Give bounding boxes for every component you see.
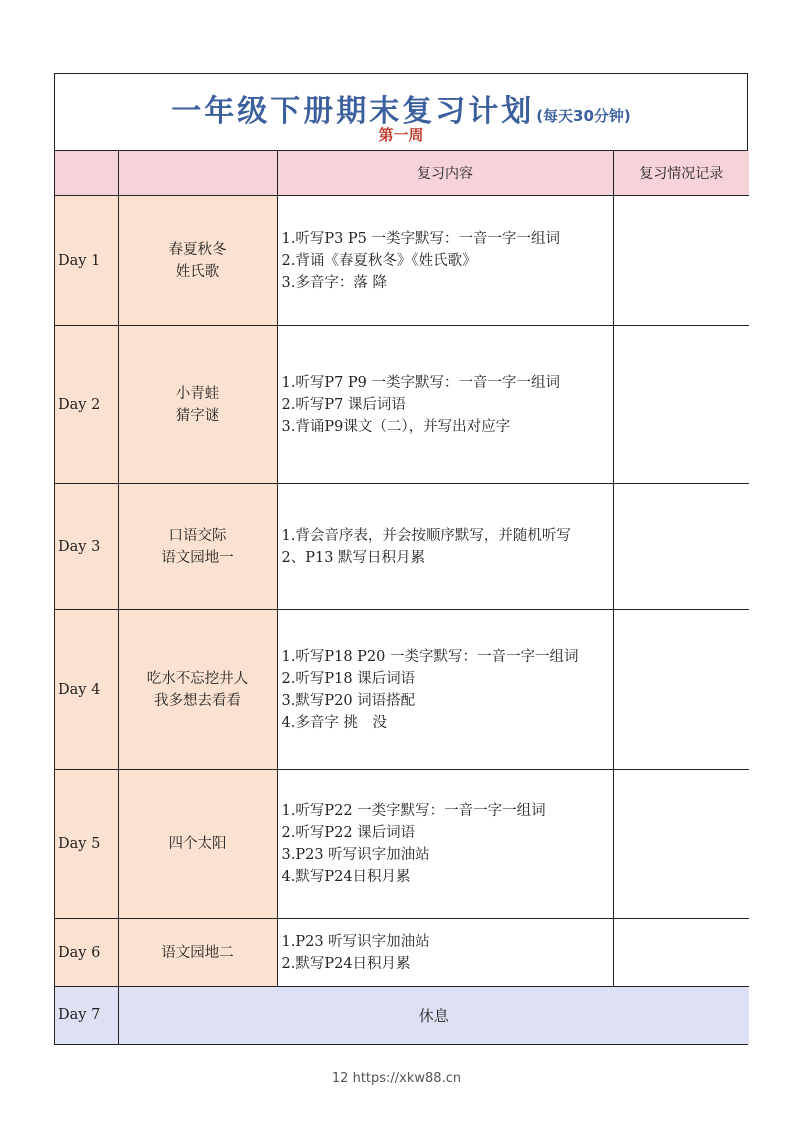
task-line: 4.默写P24日积月累 [281,869,411,885]
table-row [55,196,749,326]
content-cell [277,610,613,770]
task-line: 2、P13 默写日积月累 [281,549,426,566]
header-day [55,151,118,196]
title-block [55,74,747,151]
rest-label: 休息 [118,987,749,1044]
table-row [55,610,749,770]
page-footer: 12 https://xkw88.cn [331,1071,462,1086]
task-line: 2.默写P24日积月累 [281,955,411,972]
task-line: 1.听写P22 一类字默写：一音一字一组词 [281,803,546,819]
lesson-title: 语文园地一 [161,549,234,566]
table-row [55,919,749,987]
header-content: 复习内容 [277,151,613,196]
day-label: Day 4 [55,610,118,770]
lesson-cell [118,196,277,326]
record-cell[interactable] [613,610,749,770]
task-line: 2.听写P22 课后词语 [281,825,416,841]
lesson-cell [118,610,277,770]
lesson-cell [118,484,277,610]
content-cell [277,484,613,610]
table-row [55,326,749,484]
task-line: 4.多音字 挑 没 [281,714,387,731]
lesson-title: 猜字谜 [175,407,220,424]
lesson-title: 吃水不忘挖井人 [146,670,249,687]
page-title: 一年级下册期末复习计划 [171,94,535,129]
record-cell[interactable] [613,919,749,987]
day-label: Day 1 [55,196,118,326]
day-label: Day 2 [55,326,118,484]
task-line: 1.听写P18 P20 一类字默写：一音一字一组词 [281,648,579,665]
plan-sheet [54,73,748,1045]
lesson-title: 姓氏歌 [175,263,220,280]
title-note: (每天30分钟) [536,107,631,125]
task-line: 1.背会音序表，并会按顺序默写，并随机听写 [281,527,571,544]
record-cell[interactable] [613,770,749,919]
task-line: 1.P23 听写识字加油站 [281,933,430,950]
week-label: 第一周 [378,126,424,144]
task-line: 2.背诵《春夏秋冬》《姓氏歌》 [281,252,477,269]
day-label: Day 3 [55,484,118,610]
lesson-title: 春夏秋冬 [168,241,227,258]
content-cell [277,770,613,919]
record-cell[interactable] [613,484,749,610]
task-line: 3.多音字：落 降 [281,274,387,291]
table-row [55,770,749,919]
task-line: 3.背诵P9课文（二），并写出对应字 [281,418,511,435]
record-cell[interactable] [613,196,749,326]
lesson-title: 小青蛙 [175,385,220,402]
task-line: 3.P23 听写识字加油站 [281,847,430,863]
content-cell [277,196,613,326]
content-cell [277,919,613,987]
plan-table [55,151,749,1044]
task-line: 1.听写P3 P5 一类字默写：一音一字一组词 [281,230,561,247]
lesson-cell [118,919,277,987]
header-lesson [118,151,277,196]
rest-row [55,987,749,1044]
header-record: 复习情况记录 [613,151,749,196]
day-label: Day 5 [55,770,118,919]
day-label: Day 7 [55,987,118,1044]
lesson-title: 我多想去看看 [154,692,241,709]
record-cell[interactable] [613,326,749,484]
task-line: 2.听写P18 课后词语 [281,670,416,687]
task-line: 1.听写P7 P9 一类字默写：一音一字一组词 [281,374,561,391]
table-row [55,484,749,610]
day-label: Day 6 [55,919,118,987]
header-row [55,151,749,196]
lesson-title: 口语交际 [168,527,227,544]
lesson-cell [118,326,277,484]
lesson-title: 语文园地二 [161,944,234,961]
task-line: 3.默写P20 词语搭配 [281,692,416,709]
task-line: 2.听写P7 课后词语 [281,396,406,413]
lesson-title: 四个太阳 [168,836,227,852]
content-cell [277,326,613,484]
lesson-cell [118,770,277,919]
